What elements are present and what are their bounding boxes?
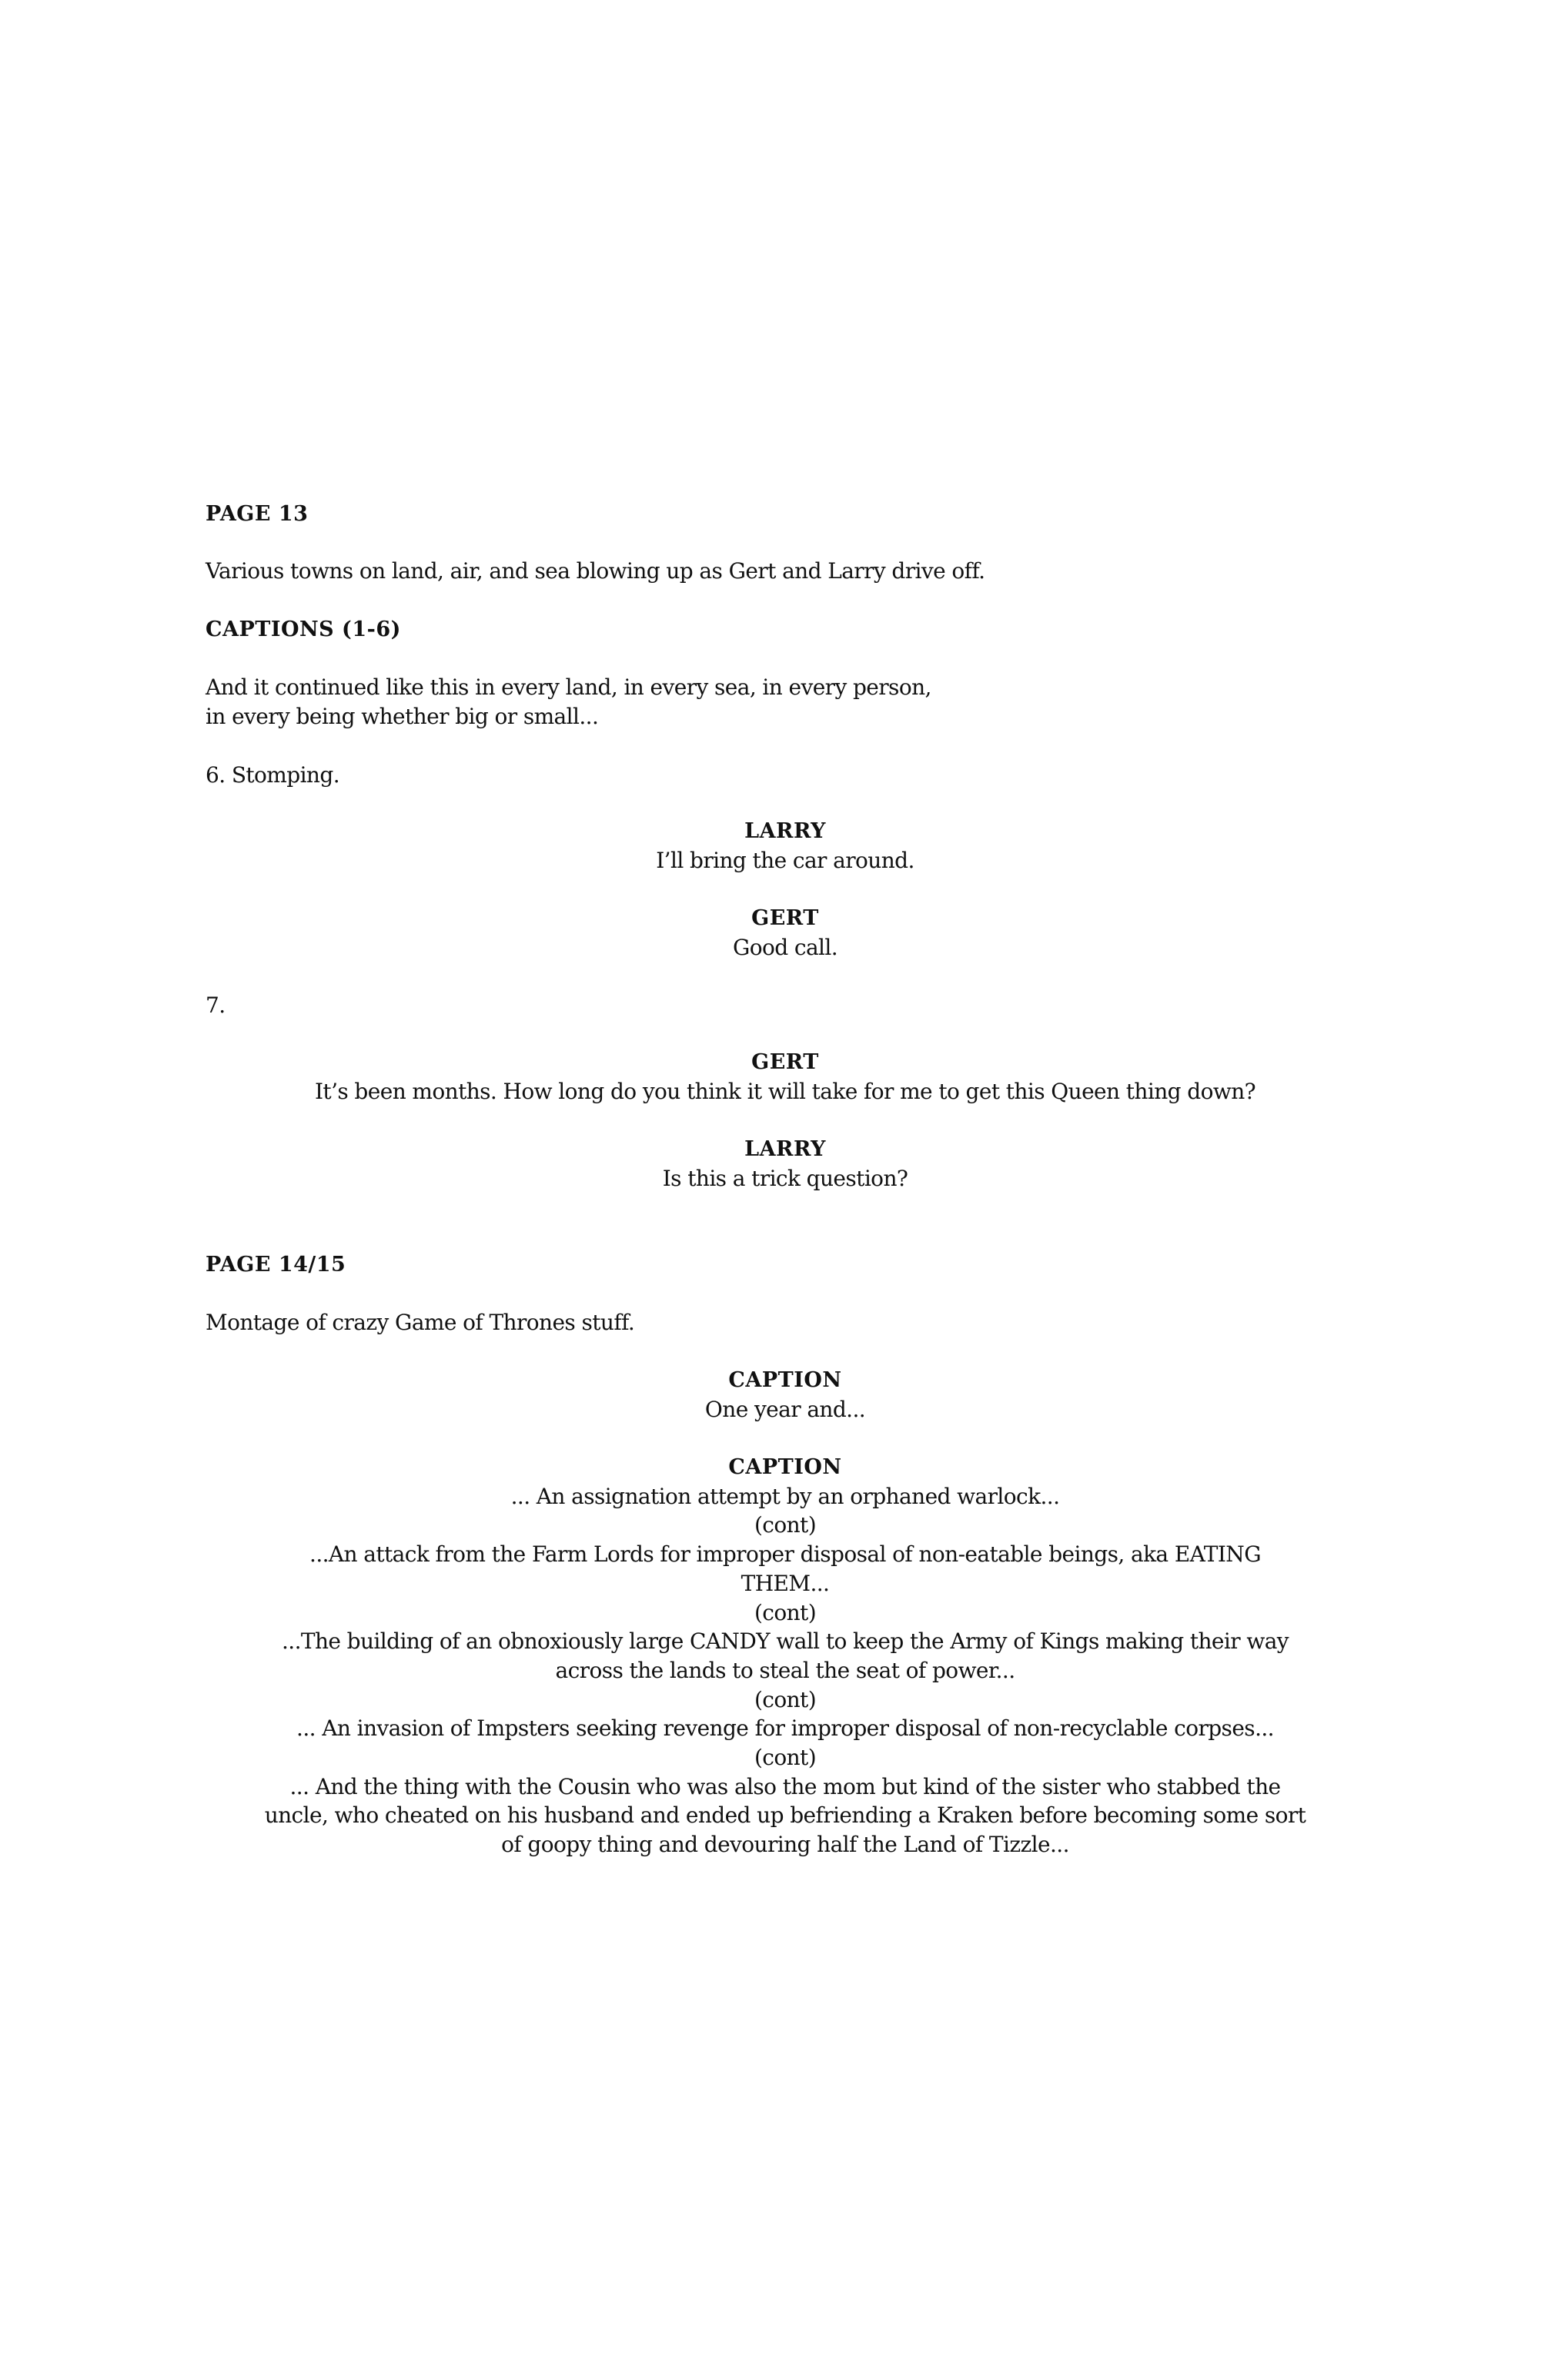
caption-line: (cont) [754, 1745, 817, 1771]
dialogue-block [208, 1135, 1362, 1193]
dialogue-line: Is this a trick question? [662, 1165, 908, 1191]
dialogue-block [208, 904, 1362, 962]
caption-line: (cont) [754, 1599, 817, 1625]
dialogue-line: It’s been months. How long do you think it will take for me to get this Queen thing down? [314, 1078, 1256, 1104]
speaker-name: LARRY [744, 819, 826, 843]
panel-description: 6. Stomping. [206, 762, 339, 788]
captions-text [206, 673, 931, 731]
scene-description: Montage of crazy Game of Thrones stuff. [206, 1310, 635, 1335]
speaker-name: GERT [751, 906, 819, 930]
caption-block [208, 1453, 1362, 1859]
caption-line: of goopy thing and devouring half the Land of Tizzle... [501, 1832, 1069, 1858]
speaker-name: LARRY [744, 1137, 826, 1161]
page-heading: PAGE 13 [206, 502, 309, 526]
captions-text-line: in every being whether big or small... [206, 704, 599, 729]
dialogue-block [208, 1048, 1362, 1106]
caption-line: (cont) [754, 1686, 817, 1712]
speaker-name: GERT [751, 1050, 819, 1074]
captions-text-line: And it continued like this in every land, in every sea, in every person, [206, 674, 931, 700]
caption-line: ... And the thing with the Cousin who was also the mom but kind of the sister who stabbed the [289, 1773, 1281, 1799]
dialogue-block [208, 817, 1362, 875]
captions-heading: CAPTIONS (1-6) [206, 618, 401, 641]
dialogue-line: I’ll bring the car around. [656, 847, 914, 873]
scene-description: Various towns on land, air, and sea blowing up as Gert and Larry drive off. [206, 558, 985, 584]
caption-block [208, 1366, 1362, 1424]
caption-line: ...The building of an obnoxiously large CANDY wall to keep the Army of Kings making their way [281, 1628, 1289, 1655]
caption-label: CAPTION [728, 1368, 842, 1392]
caption-line: ... An assignation attempt by an orphaned warlock... [510, 1483, 1060, 1509]
panel-description: 7. [206, 992, 226, 1018]
caption-line: ...An attack from the Farm Lords for improper disposal of non-eatable beings, aka EATING [309, 1541, 1261, 1568]
caption-line: One year and... [704, 1396, 866, 1422]
caption-line: uncle, who cheated on his husband and ended up befriending a Kraken before becoming some sort [264, 1802, 1306, 1829]
caption-line: (cont) [754, 1512, 817, 1538]
caption-line: THEM... [741, 1570, 830, 1596]
caption-line: ... An invasion of Impsters seeking revenge for improper disposal of non-recyclable corpses... [296, 1715, 1274, 1742]
caption-label: CAPTION [728, 1455, 842, 1479]
dialogue-line: Good call. [732, 934, 838, 960]
page-heading: PAGE 14/15 [206, 1253, 346, 1277]
caption-line: across the lands to steal the seat of power... [555, 1657, 1015, 1683]
